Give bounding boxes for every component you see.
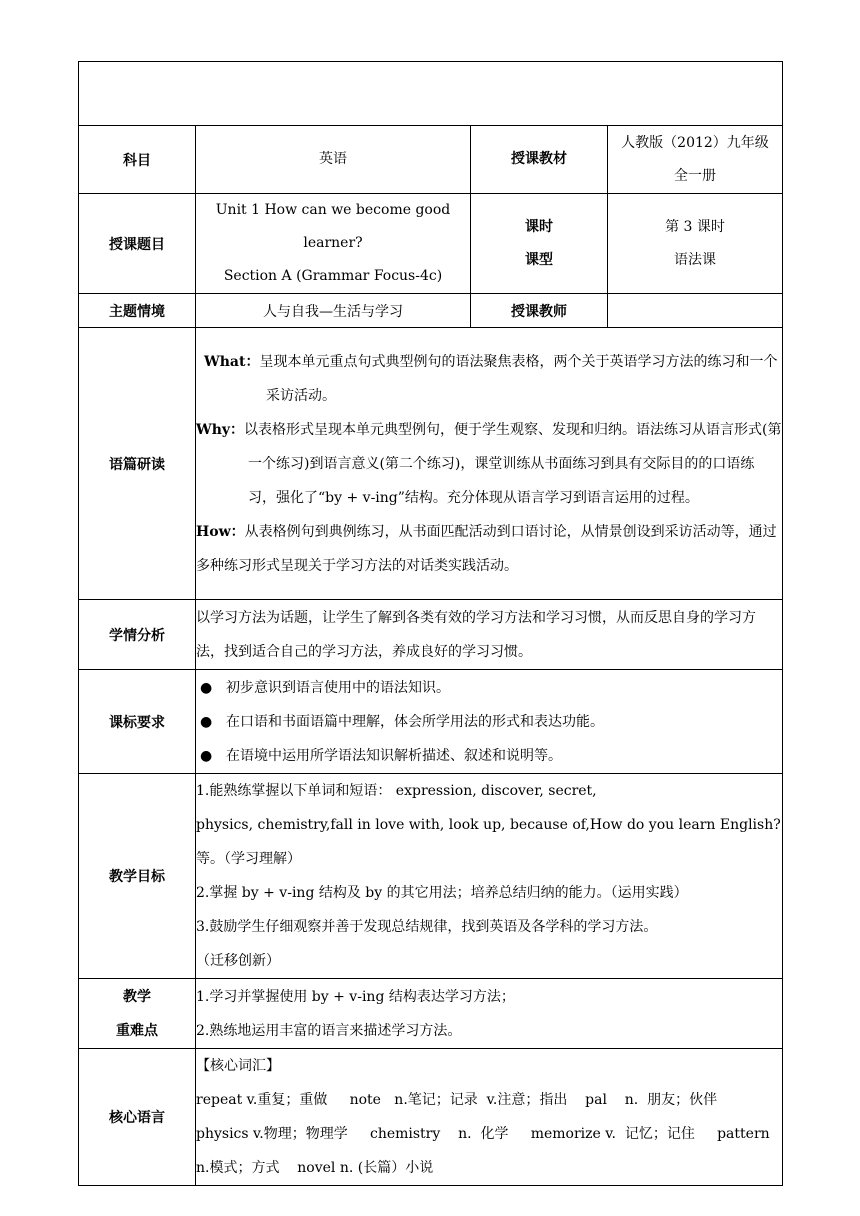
language-body bbox=[196, 1049, 783, 1186]
material-label: 授课教材 bbox=[511, 151, 567, 167]
standard-item: ● 在口语和书面语篇中理解，体会所学用法的形式和表达功能。 bbox=[196, 705, 782, 739]
bullet-icon: ● bbox=[200, 747, 213, 764]
standard-item: ● 初步意识到语言使用中的语法知识。 bbox=[196, 671, 782, 705]
standard-label: 课标要求 bbox=[79, 670, 196, 774]
period-value: 第 3 课时 bbox=[665, 218, 725, 235]
period-label: 课时 bbox=[525, 218, 553, 235]
analysis-text: 以学习方法为话题，让学生了解到各类有效的学习方法和学习习惯，从而反思自身的学习方法，找到适合自己的学习方法，养成良好的学习习惯。 bbox=[196, 600, 783, 670]
what-paragraph bbox=[196, 345, 782, 413]
keypoints-line-1: 1.学习并掌握使用 by + v-ing 结构表达学习方法； bbox=[196, 988, 515, 1005]
topic-value-line-1: Unit 1 How can we become good learner? bbox=[215, 202, 451, 251]
standard-body bbox=[196, 670, 783, 774]
topic-value-cell bbox=[196, 194, 471, 294]
why-text: 以表格形式呈现本单元典型例句，便于学生观察、发现和归纳。语法练习从语言形式(第一个练习)到语言意义(第二个练习)，课堂训练从书面练习到具有交际目的的口语练习，强化了“by + v-ing”结构。充分体现从语言学习到语言运用的过程。 bbox=[244, 421, 782, 506]
type-value: 语法课 bbox=[674, 251, 716, 268]
theme-label: 主题情境 bbox=[79, 294, 196, 328]
language-line-1: repeat v.重复；重做 note n.笔记；记录 v.注意；指出 pal n. 朋友；伙伴 bbox=[196, 1092, 718, 1108]
subject-value-text: 英语 bbox=[319, 151, 347, 167]
theme-row bbox=[79, 294, 783, 328]
goals-line-4: 3.鼓励学生仔细观察并善于发现总结规律，找到英语及各学科的学习方法。 bbox=[196, 919, 658, 935]
period-type-value-cell bbox=[608, 194, 783, 294]
keypoints-label-2: 重难点 bbox=[116, 1022, 158, 1039]
analysis-label: 学情分析 bbox=[79, 600, 196, 670]
standard-item: ● 在语境中运用所学语法知识解析描述、叙述和说明等。 bbox=[196, 739, 782, 773]
subject-row bbox=[79, 126, 783, 194]
subject-value bbox=[196, 126, 471, 194]
keypoints-body bbox=[196, 979, 783, 1049]
material-value-line-2: 全一册 bbox=[674, 167, 716, 184]
goals-row bbox=[79, 774, 783, 979]
reading-body bbox=[196, 328, 783, 600]
lesson-plan-table bbox=[78, 61, 783, 1186]
keypoints-label bbox=[79, 979, 196, 1049]
material-label-cell bbox=[471, 126, 608, 194]
goals-line-5: （迁移创新） bbox=[196, 953, 280, 969]
material-value-cell bbox=[608, 126, 783, 194]
bullet-icon: ● bbox=[200, 679, 213, 696]
keypoints-line-2: 2.熟练地运用丰富的语言来描述学习方法。 bbox=[196, 1022, 462, 1039]
what-text: 呈现本单元重点句式典型例句的语法聚焦表格，两个关于英语学习方法的练习和一个采访活动。 bbox=[259, 353, 778, 404]
how-paragraph bbox=[196, 515, 782, 583]
reading-row bbox=[79, 328, 783, 600]
how-key: How： bbox=[196, 523, 245, 540]
blank-header-row bbox=[79, 62, 783, 126]
goals-label: 教学目标 bbox=[79, 774, 196, 979]
why-paragraph bbox=[196, 413, 782, 515]
subject-label: 科目 bbox=[79, 126, 196, 194]
how-text: 从表格例句到典例练习，从书面匹配活动到口语讨论，从情景创设到采访活动等，通过多种练习形式呈现关于学习方法的对话类实践活动。 bbox=[196, 523, 777, 574]
reading-label: 语篇研读 bbox=[79, 328, 196, 600]
language-row bbox=[79, 1049, 783, 1186]
material-value-line-1: 人教版（2012）九年级 bbox=[621, 134, 769, 151]
standard-row bbox=[79, 670, 783, 774]
blank-header-cell bbox=[79, 62, 783, 126]
teacher-value bbox=[608, 294, 783, 328]
topic-value-line-2: Section A (Grammar Focus-4c) bbox=[223, 268, 443, 284]
why-key: Why： bbox=[196, 421, 245, 438]
goals-line-1: 1.能熟练掌握以下单词和短语： expression, discover, secret, bbox=[196, 783, 597, 799]
language-heading: 【核心词汇】 bbox=[196, 1058, 280, 1074]
bullet-icon: ● bbox=[200, 713, 213, 730]
keypoints-label-1: 教学 bbox=[123, 988, 151, 1005]
period-type-label-cell bbox=[471, 194, 608, 294]
theme-value: 人与自我—生活与学习 bbox=[196, 294, 471, 328]
type-label: 课型 bbox=[525, 251, 553, 268]
goals-line-3: 2.掌握 by + v-ing 结构及 by 的其它用法；培养总结归纳的能力。（运用实践） bbox=[196, 885, 688, 901]
language-label: 核心语言 bbox=[79, 1049, 196, 1186]
language-line-2: physics v.物理；物理学 chemistry n. 化学 memorize v. 记忆；记住 pattern n.模式；方式 novel n. (长篇）小说 bbox=[196, 1126, 775, 1176]
teacher-label: 授课教师 bbox=[471, 294, 608, 328]
topic-row bbox=[79, 194, 783, 294]
keypoints-row bbox=[79, 979, 783, 1049]
goals-line-2: physics, chemistry,fall in love with, look up, because of,How do you learn English? 等。（学习理解） bbox=[196, 817, 781, 867]
what-key: What： bbox=[204, 353, 260, 370]
topic-label: 授课题目 bbox=[79, 194, 196, 294]
goals-body bbox=[196, 774, 783, 979]
analysis-row bbox=[79, 600, 783, 670]
